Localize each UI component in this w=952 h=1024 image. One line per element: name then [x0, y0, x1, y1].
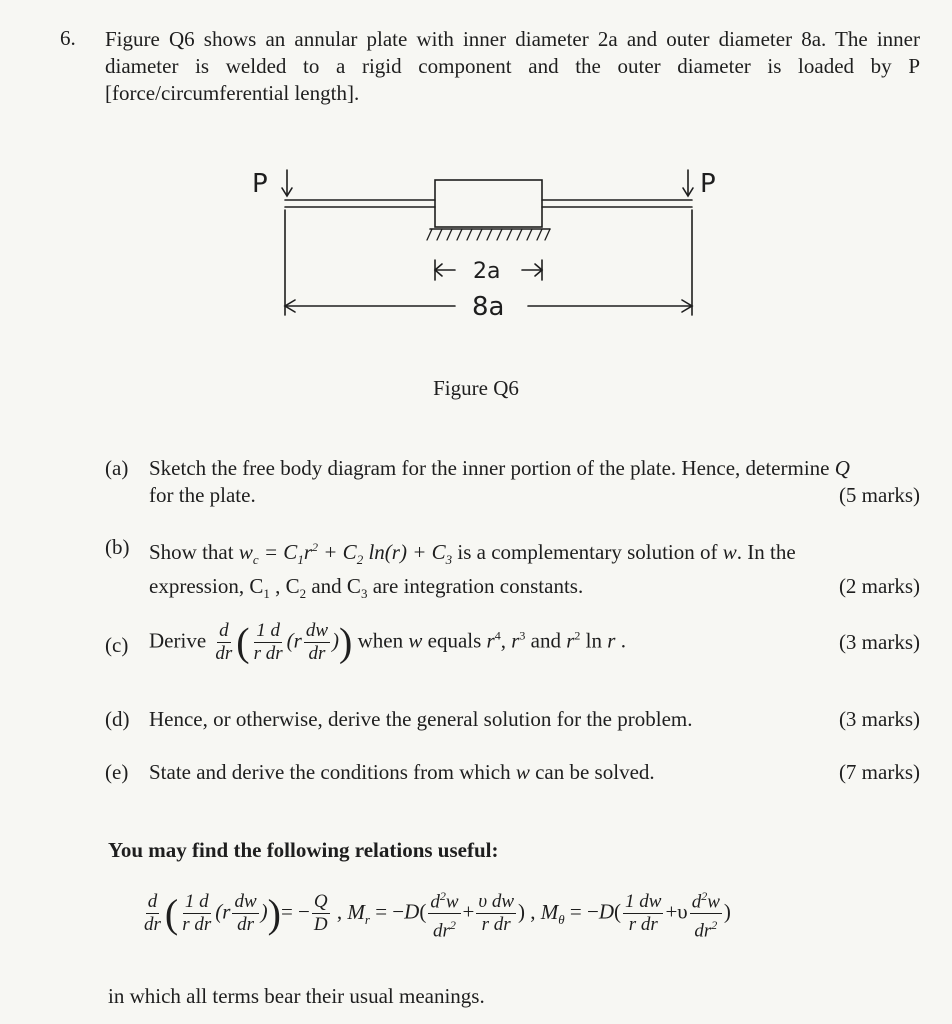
annular-plate-figure: [230, 160, 730, 330]
part-a-marks: (5 marks): [838, 483, 920, 507]
figure-caption: Figure Q6: [433, 376, 519, 400]
part-b-post: is a complementary solution of: [457, 540, 718, 564]
part-c: [105, 620, 920, 665]
question-number: 6.: [60, 26, 76, 50]
part-d-text: Hence, or otherwise, derive the general solution for the problem.: [149, 707, 693, 731]
part-e-post: can be solved.: [535, 760, 655, 784]
part-d: [105, 706, 920, 733]
useful-heading: You may find the following relations useful:: [108, 838, 499, 862]
part-c-expression: Derive $\frac{d}{dr}$ ( $\frac{1 d}{\text{r dr}}$ (r $\frac{dw}{dr}$ )) when w equals $r^4$, $r^3$ and $r^2$ ln r .: [149, 619, 626, 665]
part-e-marks: (7 marks): [838, 760, 920, 784]
part-b-equation: $w_c = C_1r^2 + C_2$ $\ln(r) + C_3$: [238, 540, 453, 568]
part-e-pre: State and derive the conditions from which: [149, 760, 511, 784]
part-d-marks: (3 marks): [838, 707, 920, 731]
intro-text: Figure Q6 shows an annular plate with inner diameter 2a and outer diameter 8a. The inner diameter is welded to a rigid component and the outer diameter is loaded by P [force/circumferential length].: [105, 27, 920, 105]
part-b-pre: Show that: [149, 540, 234, 564]
part-a-var: Q: [834, 456, 850, 480]
part-b-consts: $C_1$ , $C_2$ and $C_3$ are integration constants.: [249, 574, 584, 602]
outer-dim-label: 8a: [472, 292, 505, 322]
part-e: (e) State and derive the conditions from which w can be solved. (7 marks): [105, 760, 920, 784]
rigid-component: [435, 180, 542, 227]
part-label: (c): [105, 633, 129, 657]
part-a: [105, 455, 920, 509]
part-label: (e): [105, 760, 129, 784]
question-intro: [105, 26, 920, 107]
part-c-marks: (3 marks): [838, 630, 920, 654]
part-label: (a): [105, 456, 129, 480]
inner-dim-label: 2a: [473, 259, 501, 284]
useful-relations: $\frac{d}{dr}$ ( $\frac{1 d}{\text{r dr}}$ (r $\frac{dw}{dr}$ ))= − $\frac{Q}{D}$ , $M_r = -D$( $\frac{d^2w}{dr^2}$ + $\frac{\text{υ dw}}{\text{r dr}}$ ) , $M_\theta = -D$( $\frac{1 dw}{\text{r dr}}$ +υ $\frac{d^2w}{dr^2}$ ): [140, 885, 731, 943]
part-b: (b) Show that $w_c = C_1r^2 + C_2$ $\ln(r) + C_3$ is a complementary solution of w. In the expression, $C_1$ , $C_2$ and $C_3$ are integration constants. (2 marks): [105, 534, 920, 607]
part-label: (d): [105, 707, 130, 731]
part-b-marks: (2 marks): [838, 574, 920, 599]
ground-hatch: [427, 229, 550, 240]
load-label-right: P: [700, 169, 716, 199]
part-label: (b): [105, 535, 130, 559]
closing-text: in which all terms bear their usual meanings.: [108, 984, 485, 1008]
load-label-left: P: [252, 169, 268, 199]
part-a-text: Sketch the free body diagram for the inner portion of the plate. Hence, determine: [149, 456, 830, 480]
part-a-text2: for the plate.: [149, 483, 256, 507]
